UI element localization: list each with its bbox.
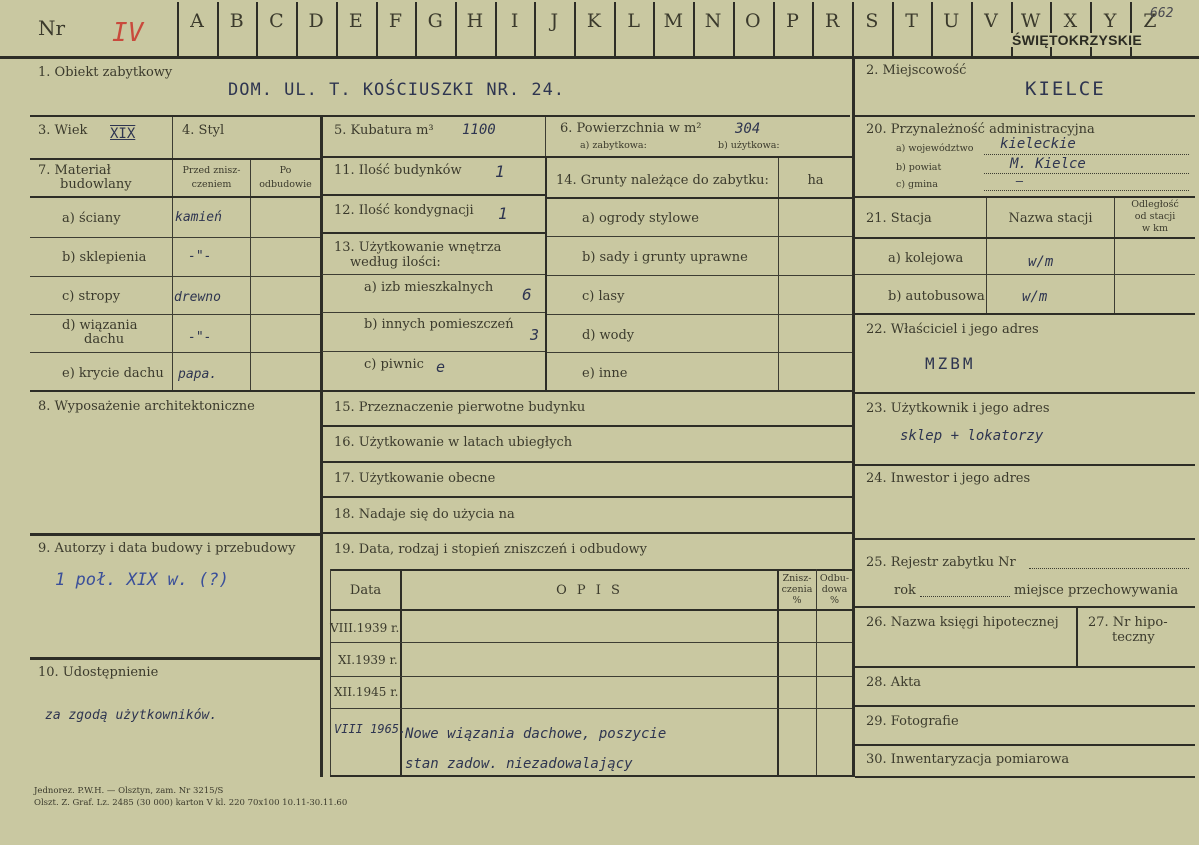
field-7c-value: drewno bbox=[174, 290, 221, 305]
row-divider bbox=[30, 657, 320, 660]
field-2-value: KIELCE bbox=[1025, 78, 1106, 100]
index-letter-j: J bbox=[550, 10, 559, 32]
region-name: ŚWIĘTOKRZYSKIE bbox=[1012, 32, 1142, 48]
nr-value: IV bbox=[112, 18, 144, 48]
field-14c-label: c) lasy bbox=[582, 289, 625, 304]
index-letter-x: X bbox=[1063, 10, 1078, 32]
field-6-label: 6. Powierzchnia w m² bbox=[560, 121, 702, 136]
row-divider bbox=[855, 237, 1195, 239]
column-divider-left bbox=[320, 117, 323, 777]
index-letter-c: C bbox=[269, 10, 284, 32]
field-23-label: 23. Użytkownik i jego adres bbox=[866, 401, 1050, 416]
index-letter-o: O bbox=[745, 10, 761, 32]
field-7d-label-2: dachu bbox=[84, 332, 125, 347]
field-7e-label: e) krycie dachu bbox=[62, 366, 164, 381]
field-19-date-2: XI.1939 r. bbox=[338, 653, 398, 667]
footer-line-1: Jednorez. P.W.H. — Olsztyn, zam. Nr 3215/S bbox=[34, 786, 224, 796]
field-29-label: 29. Fotografie bbox=[866, 714, 959, 729]
row-divider bbox=[547, 236, 852, 237]
field-13c-value: e bbox=[436, 358, 446, 376]
field-7a-value: kamień bbox=[175, 210, 222, 225]
row-divider bbox=[30, 158, 320, 160]
row-divider bbox=[855, 538, 1195, 540]
index-letter-a: A bbox=[190, 10, 204, 32]
field-20a-value: kieleckie bbox=[1000, 136, 1076, 152]
field-14b-label: b) sady i grunty uprawne bbox=[582, 250, 748, 265]
row-divider bbox=[30, 533, 320, 536]
row-divider bbox=[547, 197, 852, 199]
row-divider bbox=[30, 390, 320, 392]
row-divider bbox=[322, 461, 852, 463]
row-divider bbox=[330, 609, 852, 611]
field-13-label-2: według ilości: bbox=[350, 255, 441, 270]
field-21-label: 21. Stacja bbox=[866, 211, 932, 226]
index-letter-b: B bbox=[229, 10, 244, 32]
field-3-label: 3. Wiek bbox=[38, 123, 88, 138]
field-15-label: 15. Przeznaczenie pierwotne budynku bbox=[334, 400, 586, 415]
row-divider bbox=[330, 676, 852, 677]
field-13b-label: b) innych pomieszczeń bbox=[364, 317, 514, 332]
index-letter-z: Z bbox=[1143, 10, 1157, 32]
cell-divider bbox=[1076, 608, 1078, 666]
cell-divider bbox=[545, 158, 547, 390]
field-7-label-1: 7. Materiał bbox=[38, 163, 111, 178]
index-letter-y: Y bbox=[1103, 10, 1117, 32]
field-5-value: 1100 bbox=[462, 122, 496, 138]
row-divider bbox=[30, 237, 320, 238]
row-divider bbox=[322, 532, 852, 534]
field-19-date-3: XII.1945 r. bbox=[334, 685, 399, 699]
field-22-value: MZBM bbox=[925, 354, 976, 373]
field-26-label: 26. Nazwa księgi hipotecznej bbox=[866, 615, 1059, 630]
row-divider bbox=[30, 196, 320, 198]
field-7-label-2: budowlany bbox=[60, 177, 132, 192]
field-28-label: 28. Akta bbox=[866, 675, 922, 690]
field-20a-label: a) województwo bbox=[896, 143, 974, 154]
field-7-col-before-1: Przed znisz- bbox=[182, 165, 241, 176]
field-14a-label: a) ogrody stylowe bbox=[582, 211, 699, 226]
cell-divider bbox=[545, 117, 546, 160]
index-letter-n: N bbox=[704, 10, 722, 32]
field-19-date-1: VIII.1939 r. bbox=[330, 621, 400, 635]
fill-line bbox=[984, 189, 1189, 191]
fill-line bbox=[984, 172, 1189, 174]
cell-divider bbox=[172, 160, 173, 390]
row-divider bbox=[855, 666, 1195, 668]
field-20b-label: b) powiat bbox=[896, 162, 942, 173]
index-letter-f: F bbox=[388, 10, 403, 32]
field-2-label: 2. Miejscowość bbox=[866, 63, 967, 78]
field-7-col-before-2: czeniem bbox=[191, 179, 232, 190]
field-7b-value: -"- bbox=[188, 249, 212, 264]
row-divider bbox=[855, 392, 1195, 394]
field-25-miejsce: miejsce przechowywania bbox=[1014, 583, 1179, 598]
row-divider bbox=[855, 274, 1195, 275]
field-21-col-name: Nazwa stacji bbox=[1008, 211, 1093, 226]
index-letter-v: V bbox=[984, 10, 998, 32]
index-letter-m: M bbox=[663, 10, 684, 32]
row-divider bbox=[322, 156, 852, 158]
field-1-label: 1. Obiekt zabytkowy bbox=[38, 65, 173, 80]
field-14e-label: e) inne bbox=[582, 366, 628, 381]
field-20c-value: — bbox=[1016, 174, 1024, 188]
field-20b-value: M. Kielce bbox=[1010, 156, 1086, 172]
field-21-col-dist-1: Odległość bbox=[1131, 199, 1179, 210]
field-27-label-2: teczny bbox=[1112, 630, 1155, 645]
header-divider bbox=[0, 56, 1199, 59]
row-divider bbox=[855, 464, 1195, 466]
row-divider bbox=[322, 194, 545, 196]
field-22-label: 22. Właściciel i jego adres bbox=[866, 322, 1039, 337]
row-divider bbox=[322, 351, 545, 352]
field-21-col-dist-2: od stacji bbox=[1134, 211, 1176, 222]
row-divider bbox=[322, 425, 852, 427]
field-7a-label: a) ściany bbox=[62, 211, 121, 226]
row-divider bbox=[330, 569, 852, 571]
field-12-value: 1 bbox=[498, 204, 508, 223]
row-divider bbox=[855, 606, 1195, 608]
field-7-col-after-1: Po bbox=[279, 165, 292, 176]
field-6-sub-a: a) zabytkowa: bbox=[580, 140, 647, 151]
field-7e-value: papa. bbox=[178, 367, 218, 382]
index-letter-r: R bbox=[825, 10, 840, 32]
field-20c-label: c) gmina bbox=[896, 179, 938, 190]
field-21b-label: b) autobusowa bbox=[888, 289, 985, 304]
field-10-value: za zgodą użytkowników. bbox=[45, 708, 218, 723]
index-letter-u: U bbox=[943, 10, 960, 32]
row-divider bbox=[322, 312, 545, 313]
field-7-col-after-2: odbudowie bbox=[259, 179, 312, 190]
index-letter-i: I bbox=[510, 10, 519, 32]
index-letter-p: P bbox=[786, 10, 799, 32]
index-letter-d: D bbox=[308, 10, 324, 32]
field-4-label: 4. Styl bbox=[182, 123, 225, 138]
field-11-label: 11. Ilość budynków bbox=[334, 163, 462, 178]
row-divider bbox=[322, 390, 852, 392]
field-1-value: DOM. UL. T. KOŚCIUSZKI NR. 24. bbox=[228, 80, 566, 100]
field-18-label: 18. Nadaje się do użycia na bbox=[334, 507, 515, 522]
cell-divider bbox=[172, 117, 173, 160]
field-7d-label-1: d) wiązania bbox=[62, 318, 138, 333]
field-8-label: 8. Wyposażenie architektoniczne bbox=[38, 399, 255, 414]
header-bar bbox=[0, 0, 1199, 56]
nr-label: Nr bbox=[38, 16, 66, 40]
field-12-label: 12. Ilość kondygnacji bbox=[334, 203, 474, 218]
field-10-label: 10. Udostępnienie bbox=[38, 665, 159, 680]
row-divider bbox=[547, 352, 852, 353]
field-13-label-1: 13. Użytkowanie wnętrza bbox=[334, 240, 502, 255]
field-7d-value: -"- bbox=[188, 330, 212, 345]
field-19-label: 19. Data, rodzaj i stopień zniszczeń i odbudowy bbox=[334, 542, 648, 557]
field-13a-value: 6 bbox=[522, 285, 532, 304]
column-divider-right bbox=[852, 59, 855, 777]
field-9-label: 9. Autorzy i data budowy i przebudowy bbox=[38, 541, 296, 556]
row-divider bbox=[30, 276, 320, 277]
field-19-col-desc: O P I S bbox=[556, 583, 623, 598]
index-letter-s: S bbox=[865, 10, 879, 32]
field-20-label: 20. Przynależność administracyjna bbox=[866, 122, 1095, 137]
row-divider bbox=[855, 196, 1195, 198]
row-divider bbox=[30, 352, 320, 353]
row-divider bbox=[855, 776, 1195, 778]
field-7c-label: c) stropy bbox=[62, 289, 121, 304]
row-divider bbox=[547, 314, 852, 315]
fill-line bbox=[920, 595, 1010, 597]
row-divider bbox=[855, 115, 1195, 117]
fill-line bbox=[1029, 567, 1189, 569]
index-letter-e: E bbox=[348, 10, 363, 32]
field-19-col-rebuilt-1: Odbu- bbox=[819, 573, 850, 584]
row-divider bbox=[855, 705, 1195, 707]
cell-divider bbox=[778, 158, 779, 390]
row-divider bbox=[322, 496, 852, 498]
field-3-value: XIX bbox=[110, 126, 136, 142]
corner-number: 662 bbox=[1150, 6, 1174, 21]
row-divider bbox=[330, 642, 852, 643]
index-letter-l: L bbox=[627, 10, 640, 32]
field-25-rok: rok bbox=[894, 583, 916, 598]
field-25-label: 25. Rejestr zabytku Nr bbox=[866, 555, 1016, 570]
row-divider bbox=[330, 775, 852, 777]
row-divider bbox=[855, 313, 1195, 315]
row-divider bbox=[322, 274, 545, 275]
field-21b-value: w/m bbox=[1022, 289, 1048, 305]
index-letter-g: G bbox=[427, 10, 443, 32]
field-16-label: 16. Użytkowanie w latach ubiegłych bbox=[334, 435, 573, 450]
field-19-desc-4: Nowe wiązania dachowe, poszycie bbox=[405, 726, 667, 742]
cell-divider bbox=[400, 569, 402, 777]
field-14-unit: ha bbox=[807, 173, 824, 188]
row-divider bbox=[322, 232, 545, 234]
row-divider bbox=[330, 708, 852, 709]
field-19-col-destr-1: Znisz- bbox=[782, 573, 812, 584]
field-19-col-destr-3: % bbox=[792, 595, 802, 606]
field-9-value: 1 poł. XIX w. (?) bbox=[55, 570, 229, 590]
row-divider bbox=[855, 744, 1195, 746]
field-23-value: sklep + lokatorzy bbox=[900, 428, 1044, 444]
field-13c-label: c) piwnic bbox=[364, 357, 424, 372]
field-19-date-4: VIII 1965. bbox=[334, 722, 407, 736]
field-19-col-date: Data bbox=[349, 583, 382, 598]
field-5-label: 5. Kubatura m³ bbox=[334, 123, 434, 138]
field-19-col-rebuilt-3: % bbox=[829, 595, 840, 606]
fill-line bbox=[984, 153, 1189, 155]
field-14-label: 14. Grunty należące do zabytku: bbox=[556, 173, 769, 188]
index-letter-h: H bbox=[466, 10, 484, 32]
field-13b-value: 3 bbox=[530, 326, 540, 344]
index-letter-w: W bbox=[1020, 10, 1041, 32]
field-6-value: 304 bbox=[735, 121, 761, 137]
footer-line-2: Olszt. Z. Graf. Lz. 2485 (30 000) karton V kl. 220 70x100 10.11-30.11.60 bbox=[34, 798, 348, 808]
cell-divider bbox=[250, 160, 251, 390]
field-21a-value: w/m bbox=[1028, 254, 1054, 270]
field-19-col-destr-2: czenia bbox=[781, 584, 813, 595]
field-30-label: 30. Inwentaryzacja pomiarowa bbox=[866, 752, 1070, 767]
field-11-value: 1 bbox=[495, 162, 505, 181]
field-6-sub-b: b) użytkowa: bbox=[718, 140, 780, 151]
field-21a-label: a) kolejowa bbox=[888, 251, 964, 266]
field-7b-label: b) sklepienia bbox=[62, 250, 147, 265]
field-17-label: 17. Użytkowanie obecne bbox=[334, 471, 496, 486]
index-letter-t: T bbox=[905, 10, 918, 32]
field-27-label-1: 27. Nr hipo- bbox=[1088, 615, 1168, 630]
cell-divider bbox=[330, 569, 331, 777]
row-divider bbox=[30, 115, 850, 117]
field-19-col-rebuilt-2: dowa bbox=[821, 584, 848, 595]
index-letter-k: K bbox=[586, 10, 602, 32]
field-14d-label: d) wody bbox=[582, 328, 635, 343]
field-21-col-dist-3: w km bbox=[1142, 223, 1168, 234]
field-24-label: 24. Inwestor i jego adres bbox=[866, 471, 1031, 486]
row-divider bbox=[30, 314, 320, 315]
field-19-desc-4b: stan zadow. niezadowalający bbox=[405, 756, 633, 772]
row-divider bbox=[547, 275, 852, 276]
field-13a-label: a) izb mieszkalnych bbox=[364, 280, 494, 295]
